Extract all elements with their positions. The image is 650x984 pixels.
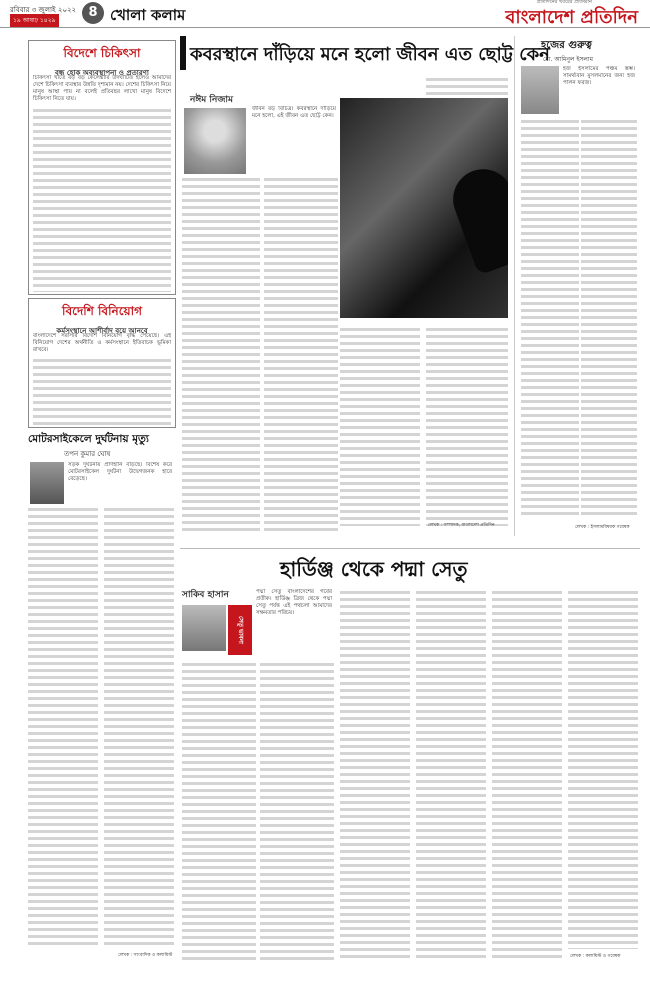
article-foreign-treatment[interactable] xyxy=(28,40,176,295)
author-photo xyxy=(30,462,64,504)
article-body-lines xyxy=(33,107,171,292)
heading-bar xyxy=(180,36,186,70)
article-author: নঈম নিজাম xyxy=(190,95,233,105)
article-author: মো. আমিনুল ইসলাম xyxy=(543,56,593,63)
article-body-lines xyxy=(492,589,562,961)
author-photo xyxy=(182,605,226,651)
article-footer: লেখক : ইসলামবিষয়ক গবেষক xyxy=(575,525,630,530)
article-body-lines xyxy=(104,506,174,946)
section-title: খোলা কলাম xyxy=(110,6,186,24)
article-subheading: কর্মসংস্থানে আশীর্বাদ বয়ে আনবে xyxy=(56,327,148,335)
article-body: চিকিৎসা খাতে বড় বড় কেলেঙ্কারি উদঘাটিত হলেও আমাদের দেশে চিকিৎসা ব্যবস্থার উন্নতি দৃশ্যমান নয়। দেশের চিকিৎসা নিয়ে মানুষ আস্থা পায় না বলেই প্রতিবছর লাখো মানুষ বিদেশে চিকিৎসা নিতে যায়। xyxy=(33,75,171,102)
article-body-lines xyxy=(426,76,508,96)
article-body: জীবন বড় বিচিত্র। কবরস্থানে দাঁড়িয়ে মনে হলো, এই জীবন এত ছোট্ট কেন। xyxy=(252,106,336,119)
article-footer: লেখক : কলামিস্ট ও গবেষক xyxy=(570,954,621,959)
article-footer: লেখক : সাংবাদিক ও কলামিস্ট xyxy=(118,953,173,958)
article-body-lines xyxy=(28,506,98,946)
article-body-lines xyxy=(521,118,579,518)
page-header xyxy=(0,0,650,28)
article-body-lines xyxy=(182,661,256,961)
article-author: তপন কুমার ঘোষ xyxy=(64,450,111,458)
page-number: 8 xyxy=(82,2,104,24)
article-footer: লেখক : সম্পাদক, বাংলাদেশ প্রতিদিন xyxy=(428,523,495,528)
hand-shadow-photo xyxy=(340,98,508,318)
article-body-lines xyxy=(581,118,637,518)
article-padma-bridge[interactable] xyxy=(180,548,640,968)
article-body-lines xyxy=(264,176,338,531)
article-body-lines xyxy=(340,326,420,526)
article-heading: হার্ডিঞ্জ থেকে পদ্মা সেতু xyxy=(280,557,468,581)
column-label: সেতু ভাবনা xyxy=(228,605,252,655)
article-heading: মোটরসাইকেলে দুর্ঘটনায় মৃত্যু xyxy=(28,433,149,445)
article-body-lines xyxy=(416,589,486,961)
article-motorcycle[interactable] xyxy=(28,432,176,962)
article-heading: বিদেশি বিনিয়োগ xyxy=(62,304,142,318)
logo-tagline: প্রতিদিনের খবরের প্রতিধ্বনি xyxy=(536,0,592,5)
date-line-2: ১৯ আষাঢ় ১৪২৯ xyxy=(10,14,59,27)
article-foreign-investment[interactable] xyxy=(28,298,176,428)
article-body-lines xyxy=(568,589,638,949)
article-body: হজ ইসলামের পঞ্চম স্তম্ভ। সামর্থ্যবান মুসলমানের জন্য হজ পালন ফরজ। xyxy=(563,66,635,86)
article-heading: বিদেশে চিকিৎসা xyxy=(63,46,141,60)
article-graveyard[interactable] xyxy=(180,36,550,536)
article-body-lines xyxy=(340,589,410,961)
author-photo xyxy=(521,66,559,114)
article-heading: হজের গুরুত্ব xyxy=(541,40,592,51)
article-body-lines xyxy=(426,326,508,526)
article-hajj[interactable] xyxy=(514,36,638,536)
author-photo xyxy=(184,108,246,174)
article-author: সাকিব হাসান xyxy=(182,590,229,600)
article-body-lines xyxy=(260,661,334,961)
hand-shadow-icon xyxy=(445,161,508,275)
newspaper-logo[interactable]: বাংলাদেশ প্রতিদিন xyxy=(505,7,638,28)
article-subheading: বন্ধ হোক অব্যবস্থাপনা ও প্রতারণা xyxy=(55,69,149,77)
article-body: পদ্মা সেতু বাংলাদেশের গর্বের প্রতীক। হার্ডিঞ্জ ব্রিজ থেকে পদ্মা সেতু পর্যন্ত এই পথচলা আমাদের সক্ষমতার পরিচয়। xyxy=(256,589,332,616)
article-body: বাংলাদেশে সরাসরি বিদেশি বিনিয়োগ বৃদ্ধি পেয়েছে। এই বিনিয়োগ দেশের অর্থনীতি ও কর্মসংস্থানে ইতিবাচক ভূমিকা রাখবে। xyxy=(33,333,171,353)
article-body-lines xyxy=(33,357,171,425)
date-line-1: রবিবার ৩ জুলাই ২০২২ xyxy=(10,6,77,14)
article-heading: কবরস্থানে দাঁড়িয়ে মনে হলো জীবন এত ছোট্ট কেন xyxy=(190,44,550,65)
article-body: সড়ক দুর্ঘটনায় প্রাণহানি বাড়ছে। বিশেষ করে মোটরসাইকেল দুর্ঘটনা উদ্বেগজনক হারে বেড়েছে। xyxy=(68,462,172,482)
article-body-lines xyxy=(182,176,260,531)
